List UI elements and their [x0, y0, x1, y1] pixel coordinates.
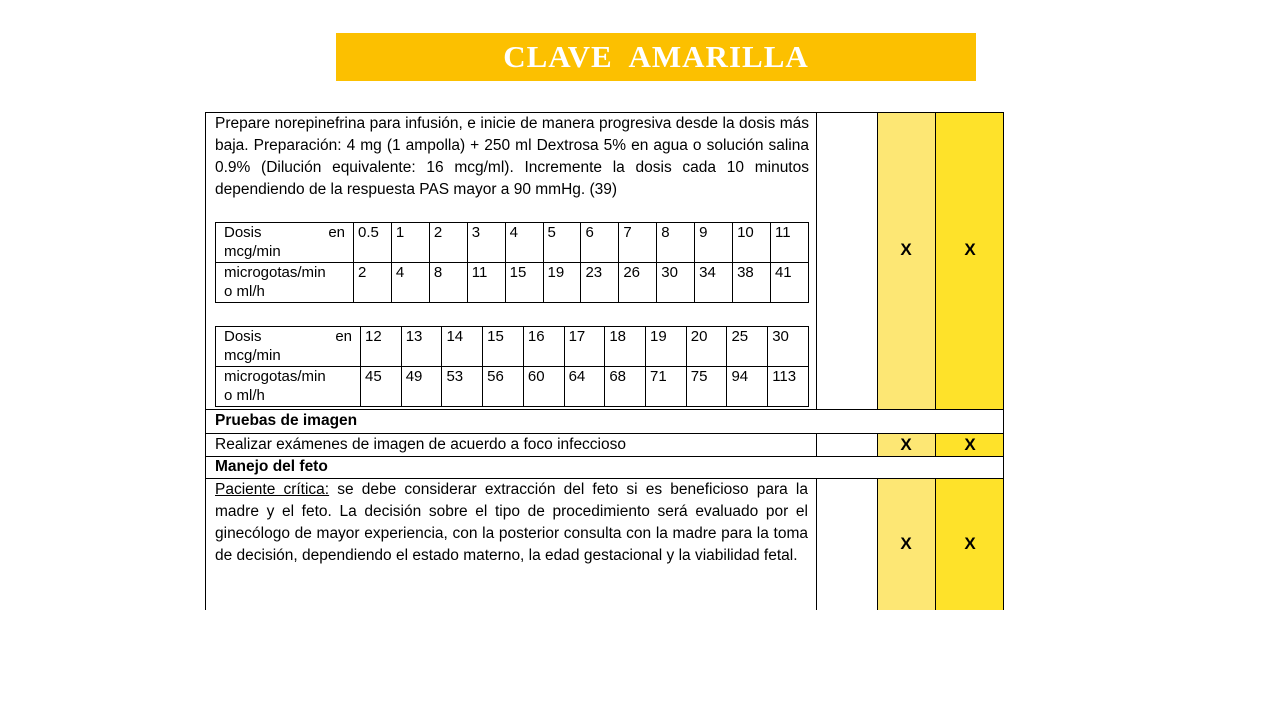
- drops-cell: 34: [695, 263, 733, 303]
- dose-cell: 17: [564, 327, 605, 367]
- drops-cell: 71: [646, 367, 687, 407]
- dose-cell: 3: [467, 223, 505, 263]
- drops-cell: 113: [768, 367, 809, 407]
- dose-cell: 8: [657, 223, 695, 263]
- banner-title: CLAVE AMARILLA: [503, 39, 809, 74]
- drops-label: microgotas/min o ml/h: [216, 367, 361, 407]
- drops-label: microgotas/min o ml/h: [216, 263, 354, 303]
- drops-cell: 41: [770, 263, 808, 303]
- feto-text: [215, 479, 808, 567]
- dose-row: [216, 327, 809, 367]
- norepinefrina-mark-1: X: [900, 240, 912, 259]
- protocol-table: [205, 112, 1004, 610]
- title-banner: [336, 33, 976, 81]
- drops-cell: 30: [657, 263, 695, 303]
- drops-cell: 94: [727, 367, 768, 407]
- drops-cell: 68: [605, 367, 646, 407]
- drops-cell: 15: [505, 263, 543, 303]
- pruebas-mark-1: X: [900, 435, 912, 454]
- drops-cell: 26: [619, 263, 657, 303]
- dose-label: Dosis en mcg/min: [216, 223, 354, 263]
- feto-heading: Manejo del feto: [215, 458, 328, 475]
- drops-cell: 45: [361, 367, 402, 407]
- dose-table-1: [215, 222, 809, 303]
- drops-cell: 75: [686, 367, 727, 407]
- drops-cell: 64: [564, 367, 605, 407]
- drops-cell: 11: [467, 263, 505, 303]
- dose-row: [216, 223, 809, 263]
- dose-cell: 18: [605, 327, 646, 367]
- feto-lead: Paciente crítica:: [215, 481, 330, 498]
- dose-cell: 1: [391, 223, 429, 263]
- feto-mark-1: X: [900, 534, 912, 553]
- feto-body: se debe considerar extracción del feto si es beneficioso para la madre y el feto. La decisión sobre el tipo de procedimiento será evaluado por el ginecólogo de mayor experiencia, con la posterior consulta con la madre para la toma de decisión, dependiendo el estado materno, la edad gestacional y la viabilidad fetal.: [215, 481, 808, 564]
- feto-mark-2: X: [964, 534, 976, 553]
- grid-line: [816, 478, 817, 610]
- dose-cell: 25: [727, 327, 768, 367]
- dose-cell: 5: [543, 223, 581, 263]
- drops-cell: 19: [543, 263, 581, 303]
- dose-cell: 12: [361, 327, 402, 367]
- drops-row: [216, 367, 809, 407]
- dose-cell: 16: [523, 327, 564, 367]
- dose-cell: 9: [695, 223, 733, 263]
- dose-cell: 10: [733, 223, 771, 263]
- norepinefrina-mark-2: X: [964, 240, 976, 259]
- drops-row: [216, 263, 809, 303]
- drops-cell: 60: [523, 367, 564, 407]
- drops-cell: 53: [442, 367, 483, 407]
- dose-cell: 13: [401, 327, 442, 367]
- grid-line: [816, 112, 817, 409]
- dose-cell: 30: [768, 327, 809, 367]
- drops-cell: 4: [391, 263, 429, 303]
- grid-line: [816, 433, 817, 456]
- dose-cell: 4: [505, 223, 543, 263]
- dose-cell: 19: [646, 327, 687, 367]
- drops-cell: 38: [733, 263, 771, 303]
- dose-table-2: [215, 326, 809, 407]
- drops-cell: 49: [401, 367, 442, 407]
- dose-cell: 2: [429, 223, 467, 263]
- drops-cell: 2: [354, 263, 392, 303]
- drops-cell: 56: [483, 367, 524, 407]
- pruebas-text: Realizar exámenes de imagen de acuerdo a foco infeccioso: [215, 436, 626, 453]
- pruebas-mark-2: X: [964, 435, 976, 454]
- drops-cell: 8: [429, 263, 467, 303]
- dose-cell: 15: [483, 327, 524, 367]
- dose-cell: 0.5: [354, 223, 392, 263]
- dose-cell: 6: [581, 223, 619, 263]
- drops-cell: 23: [581, 263, 619, 303]
- dose-cell: 11: [770, 223, 808, 263]
- norepinefrina-instructions: Prepare norepinefrina para infusión, e inicie de manera progresiva desde la dosis más baja. Preparación: 4 mg (1 ampolla) + 250 ml Dextrosa 5% en agua o solución salina 0.9% (Dilución equivalente: 16 mcg/ml). Incremente la dosis cada 10 minutos dependiendo de la respuesta PAS mayor a 90 mmHg. (39): [215, 115, 809, 198]
- grid-line: [205, 112, 206, 610]
- dose-cell: 7: [619, 223, 657, 263]
- pruebas-heading: Pruebas de imagen: [215, 412, 358, 429]
- dose-label: Dosis en mcg/min: [216, 327, 361, 367]
- dose-cell: 20: [686, 327, 727, 367]
- dose-cell: 14: [442, 327, 483, 367]
